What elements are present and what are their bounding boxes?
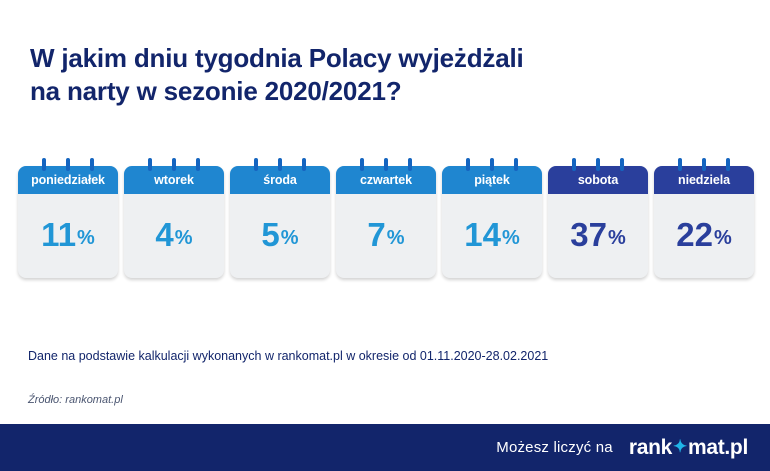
calendar-ring-icon <box>254 158 258 171</box>
calendar-card <box>230 166 330 278</box>
source-label: Źródło: rankomat.pl <box>28 394 123 406</box>
calendar-ring-icon <box>302 158 306 171</box>
percent-sign: % <box>607 227 626 249</box>
day-value: 5 <box>261 215 280 253</box>
percent-sign: % <box>501 227 520 249</box>
calendar-ring-icon <box>466 158 470 171</box>
day-label: czwartek <box>336 166 436 194</box>
calendar-ring-icon <box>360 158 364 171</box>
calendar-rings <box>336 158 436 168</box>
calendar-ring-icon <box>408 158 412 171</box>
calendar-rings <box>442 158 542 168</box>
logo-text-right: mat.pl <box>687 435 748 459</box>
page-title <box>30 42 730 109</box>
calendar-ring-icon <box>514 158 518 171</box>
calendar-card <box>442 166 542 278</box>
footer-bar <box>0 424 770 471</box>
calendar-ring-icon <box>42 158 46 171</box>
day-value: 22 <box>676 215 713 253</box>
calendar-ring-icon <box>572 158 576 171</box>
day-value-wrap <box>230 194 330 278</box>
day-value: 14 <box>464 215 501 253</box>
calendar-ring-icon <box>148 158 152 171</box>
rankomat-logo[interactable] <box>629 436 748 460</box>
day-label: wtorek <box>124 166 224 194</box>
percent-sign: % <box>174 227 193 249</box>
calendar-ring-icon <box>490 158 494 171</box>
calendar-ring-icon <box>172 158 176 171</box>
day-value-wrap <box>124 194 224 278</box>
day-label: niedziela <box>654 166 754 194</box>
calendar-ring-icon <box>702 158 706 171</box>
calendar-rings <box>548 158 648 168</box>
day-label: piątek <box>442 166 542 194</box>
calendar-rings <box>124 158 224 168</box>
calendar-card <box>124 166 224 278</box>
day-label: środa <box>230 166 330 194</box>
methodology-note: Dane na podstawie kalkulacji wykonanych w rankomat.pl w okresie od 01.11.2020-28.02.2021 <box>28 349 549 363</box>
day-label: poniedziałek <box>18 166 118 194</box>
calendar-rings <box>230 158 330 168</box>
calendar-card <box>548 166 648 278</box>
page-title-line-1: W jakim dniu tygodnia Polacy wyjeżdżali <box>30 43 524 73</box>
calendar-ring-icon <box>726 158 730 171</box>
percent-sign: % <box>77 227 95 249</box>
star-icon: ✦ <box>673 436 687 456</box>
day-value-wrap <box>654 194 754 278</box>
day-value-wrap <box>442 194 542 278</box>
footer-tagline: Możesz liczyć na <box>496 439 613 456</box>
day-value: 4 <box>155 215 174 253</box>
calendar-card <box>336 166 436 278</box>
calendar-ring-icon <box>66 158 70 171</box>
calendar-ring-icon <box>678 158 682 171</box>
page-title-line-2: na narty w sezonie 2020/2021? <box>30 76 402 107</box>
calendar-ring-icon <box>620 158 624 171</box>
day-value-wrap <box>18 194 118 278</box>
logo-text-left: rank <box>628 435 672 459</box>
day-value-wrap <box>548 194 648 278</box>
day-value: 11 <box>41 215 77 253</box>
calendar-ring-icon <box>196 158 200 171</box>
calendar-ring-icon <box>384 158 388 171</box>
calendar-rings <box>654 158 754 168</box>
calendar-ring-icon <box>278 158 282 171</box>
percent-sign: % <box>280 227 299 249</box>
day-value: 7 <box>367 215 386 253</box>
calendar-card <box>654 166 754 278</box>
calendar-rings <box>18 158 118 168</box>
percent-sign: % <box>713 227 732 249</box>
calendar-cards-row <box>18 166 754 278</box>
calendar-ring-icon <box>90 158 94 171</box>
day-value-wrap <box>336 194 436 278</box>
day-value: 37 <box>570 215 607 253</box>
day-label: sobota <box>548 166 648 194</box>
percent-sign: % <box>386 227 405 249</box>
calendar-card <box>18 166 118 278</box>
calendar-ring-icon <box>596 158 600 171</box>
